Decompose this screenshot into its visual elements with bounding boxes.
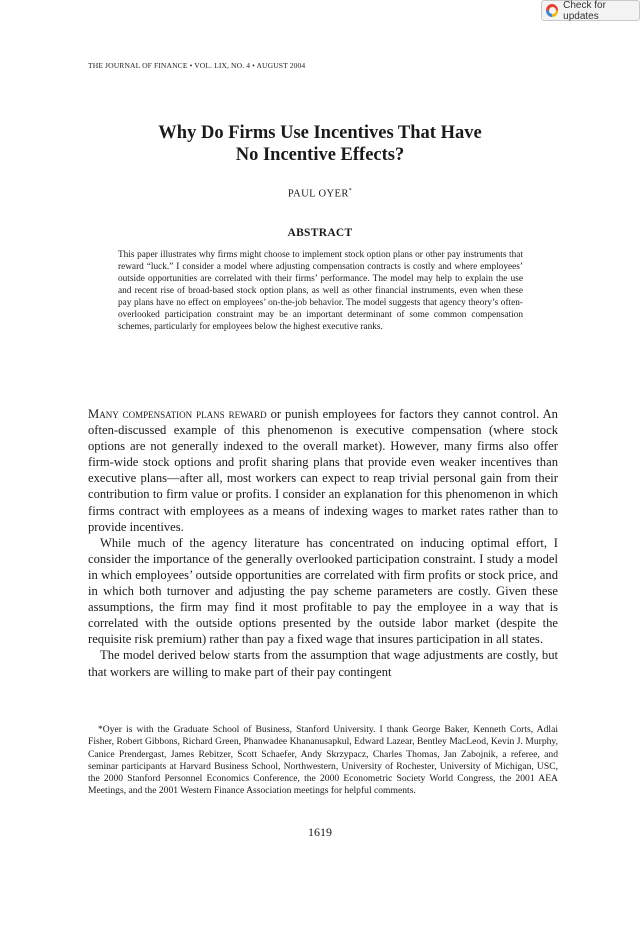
check-for-updates-label: Check for updates [563,0,606,22]
paragraph-1-rest: or punish employees for factors they cannot control. An often-discussed example of this phenomenon is executive compensation (where stock options are not generally indexed to the overall market). However, many firms also offer firm-wide stock options and profit sharing plans that provide even weaker incentives than executive plans—after all, most workers can expect to reap trivial personal gain from their contribution to firm value or profits. I consider an explanation for this phenomenon in which firms contract with employees as a means of indexing wages to market rates rather than to provide incentives. [88,407,558,534]
paragraph-1-lead: Many compensation plans reward [88,407,267,421]
abstract-heading: ABSTRACT [287,227,353,239]
author-name: PAUL OYER [287,188,349,200]
running-head: THE JOURNAL OF FINANCE • VOL. LIX, NO. 4 • AUGUST 2004 [88,61,306,70]
abstract-text: This paper illustrates why firms might choose to implement stock option plans or other pay instruments that reward “luck.” I consider a model where adjusting compensation contracts is costly and where employees’ outside opportunities are correlated with their firms’ performance. The model may help to explain the use and recent rise of broad-based stock option plans, as well as other financial instruments, even when these pay plans have no effect on employees’ on-the-job behavior. The model suggests that agency theory’s often-overlooked participation constraint may be an important determinant of some common compensation schemes, particularly for employees below the highest executive ranks. [118,250,523,333]
footnote: *Oyer is with the Graduate School of Business, Stanford University. I thank George Baker, Kenneth Corts, Adlai Fisher, Robert Gibbons, Richard Green, Phanwadee Khananusapkul, Edward Lazear, Bentley MacLeod, Kevin J. Murphy, Canice Prendergast, James Rebitzer, Scott Schaefer, Andy Skrzypacz, Charles Thomas, Jan Zabojnik, a referee, and seminar participants at Harvard Business School, Northwestern, University of Rochester, University of Michigan, USC, the 2000 Stanford Personnel Economics Conference, the 2000 Econometric Society World Congress, the 2001 AEA Meetings, and the 2001 Western Finance Association meetings for helpful comments. [88,724,558,797]
paper-title [80,122,560,166]
crossmark-icon [546,4,558,17]
paragraph-2: While much of the agency literature has concentrated on inducing optimal effort, I consider the importance of the generally overlooked participation constraint. I study a model in which employees’ outside opportunities are correlated with firm profits or stock price, and in which both turnover and adjusting the pay scheme parameters are costly. Given these assumptions, the firm may find it most profitable to pay the employee in a way that is correlated with the outside options presented by the outside labor market (despite the requisite risk premium) rather than pay a fixed wage that insures participation in all states. [88,535,558,647]
check-for-updates-button[interactable] [541,0,640,21]
paragraph-1 [88,406,558,535]
title-line-2: No Incentive Effects? [235,145,405,165]
page-number: 1619 [308,825,332,839]
body-text [88,406,558,680]
author-footnote-mark: * [348,188,353,194]
author [0,188,640,200]
paragraph-3: The model derived below starts from the assumption that wage adjustments are costly, but that workers are willing to make part of their pay contingent [88,648,558,679]
title-line-1: Why Do Firms Use Incentives That Have [158,123,482,143]
